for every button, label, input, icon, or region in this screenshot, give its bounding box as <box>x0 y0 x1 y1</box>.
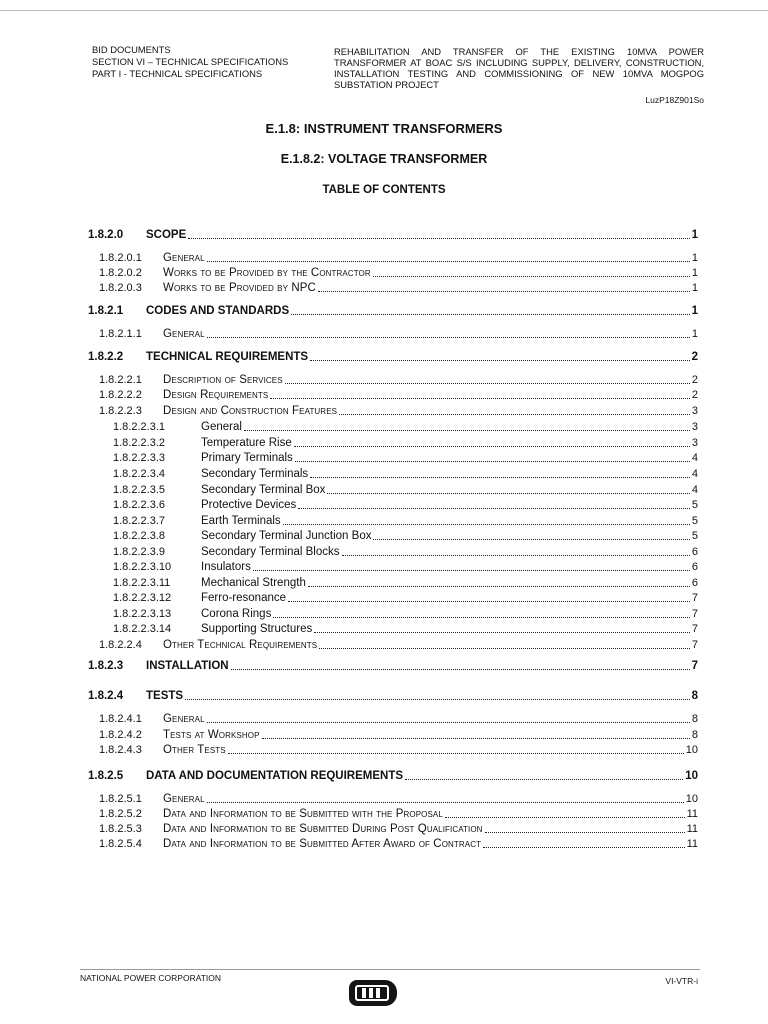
toc-entry-page: 11 <box>686 823 698 835</box>
toc-entry-number: 1.8.2.5 <box>88 770 124 782</box>
dot-leader <box>262 738 690 739</box>
toc-entry-label: TESTS <box>146 690 184 702</box>
toc-entry-label: Description of Services <box>163 374 283 386</box>
footer-page-id: VI-VTR-i <box>665 976 698 986</box>
dot-leader <box>339 414 690 415</box>
dot-leader <box>295 461 690 462</box>
dot-leader <box>319 648 690 649</box>
toc-entry-page: 2 <box>691 389 698 401</box>
toc-entry <box>88 402 698 418</box>
toc-entry-page: 4 <box>691 484 698 496</box>
toc-entry <box>88 558 698 574</box>
toc-entry <box>88 741 698 757</box>
toc-entry-number: 1.8.2.4.2 <box>99 729 142 741</box>
toc-entry-page: 11 <box>686 808 698 820</box>
toc-entry-number: 1.8.2.5.4 <box>99 838 142 850</box>
toc-entry-label: CODES AND STANDARDS <box>146 305 290 317</box>
toc-entry-page: 6 <box>691 546 698 558</box>
toc-entry-number: 1.8.2.4.1 <box>99 713 142 725</box>
dot-leader <box>188 238 689 239</box>
toc-entry-label: INSTALLATION <box>146 660 229 672</box>
dot-leader <box>405 779 683 780</box>
toc-entry-label: Mechanical Strength <box>201 577 306 589</box>
footer-divider <box>80 969 700 970</box>
toc-entry-page: 3 <box>691 421 698 433</box>
toc-entry-label: Other Tests <box>163 744 226 756</box>
dot-leader <box>327 493 689 494</box>
toc-entry-page: 2 <box>691 374 698 386</box>
toc-entry <box>88 249 698 265</box>
dot-leader <box>270 398 690 399</box>
toc-entry-number: 1.8.2.2.3.9 <box>113 546 165 558</box>
toc-heading: TABLE OF CONTENTS <box>322 184 446 196</box>
toc-entry-page: 6 <box>691 577 698 589</box>
toc-entry <box>88 820 698 836</box>
toc-entry-number: 1.8.2.0.2 <box>99 267 142 279</box>
dot-leader <box>314 632 690 633</box>
toc-entry-label: DATA AND DOCUMENTATION REQUIREMENTS <box>146 770 404 782</box>
toc-entry <box>88 386 698 402</box>
toc-entry-page: 7 <box>691 623 698 635</box>
toc-entry <box>88 790 698 806</box>
toc-entry-page: 1 <box>691 305 698 317</box>
toc-entry-page: 10 <box>685 744 698 756</box>
toc-entry-number: 1.8.2.2.3.11 <box>113 577 171 589</box>
dot-leader <box>308 586 690 587</box>
toc-entry-label: Data and Information to be Submitted After Award of Contract <box>163 838 482 850</box>
toc-entry-number: 1.8.2.5.1 <box>99 793 142 805</box>
toc-entry <box>88 279 698 295</box>
toc-entry-page: 4 <box>691 452 698 464</box>
toc-entry-number: 1.8.2.3 <box>88 660 124 672</box>
dot-leader <box>244 430 690 431</box>
toc-entry <box>88 449 698 465</box>
toc-entry-number: 1.8.2.0.3 <box>99 282 142 294</box>
toc-entry-page: 3 <box>691 437 698 449</box>
toc-section-entry <box>88 348 698 364</box>
toc-entry <box>88 264 698 280</box>
toc-entry-page: 10 <box>685 770 698 782</box>
toc-entry-label: TECHNICAL REQUIREMENTS <box>146 351 309 363</box>
toc-entry-label: Protective Devices <box>201 499 297 511</box>
toc-entry-label: Works to be Provided by the Contractor <box>163 267 371 279</box>
dot-leader <box>298 508 690 509</box>
toc-entry-page: 7 <box>691 639 698 651</box>
toc-entry-page: 10 <box>685 793 698 805</box>
header-reference: LuzP18Z901So <box>645 95 704 105</box>
toc-entry <box>88 371 698 387</box>
dot-leader <box>291 314 689 315</box>
toc-entry-number: 1.8.2.2.3.1 <box>113 421 165 433</box>
toc-entry-label: Earth Terminals <box>201 515 281 527</box>
npc-logo-icon <box>349 980 397 1006</box>
toc-entry-label: General <box>163 713 205 725</box>
toc-entry-page: 1 <box>691 252 698 264</box>
toc-entry-label: Other Technical Requirements <box>163 639 318 651</box>
toc-entry-page: 8 <box>691 729 698 741</box>
toc-entry-number: 1.8.2.2.3 <box>99 405 142 417</box>
dot-leader <box>231 669 690 670</box>
section-title: E.1.8: INSTRUMENT TRANSFORMERS <box>265 121 503 136</box>
toc-entry-label: Supporting Structures <box>201 623 313 635</box>
toc-entry <box>88 527 698 543</box>
toc-entry-label: General <box>163 793 205 805</box>
toc-entry-number: 1.8.2.2.3.8 <box>113 530 165 542</box>
dot-leader <box>318 291 690 292</box>
toc-entry <box>88 465 698 481</box>
toc-entry-page: 5 <box>691 499 698 511</box>
toc-entry-label: Temperature Rise <box>201 437 292 449</box>
toc-entry-number: 1.8.2.5.3 <box>99 823 142 835</box>
toc-entry <box>88 805 698 821</box>
toc-entry-label: Design Requirements <box>163 389 269 401</box>
dot-leader <box>373 276 690 277</box>
toc-entry-number: 1.8.2.2.3.3 <box>113 452 165 464</box>
toc-entry-page: 7 <box>691 608 698 620</box>
toc-entry-number: 1.8.2.0 <box>88 229 124 241</box>
toc-entry-number: 1.8.2.2.2 <box>99 389 142 401</box>
toc-section-entry <box>88 302 698 318</box>
toc-entry-label: Secondary Terminal Box <box>201 484 326 496</box>
toc-entry-page: 1 <box>691 267 698 279</box>
toc-entry <box>88 543 698 559</box>
toc-entry-page: 3 <box>691 405 698 417</box>
dot-leader <box>342 555 690 556</box>
dot-leader <box>207 261 690 262</box>
dot-leader <box>445 817 685 818</box>
toc-entry-number: 1.8.2.2.3.4 <box>113 468 165 480</box>
toc-section-entry <box>88 226 698 242</box>
footer-organization: NATIONAL POWER CORPORATION <box>80 973 222 983</box>
toc-entry <box>88 710 698 726</box>
dot-leader <box>310 477 690 478</box>
dot-leader <box>273 617 690 618</box>
toc-entry-page: 11 <box>686 838 698 850</box>
toc-entry <box>88 434 698 450</box>
toc-entry-label: Works to be Provided by NPC <box>163 282 316 294</box>
toc-entry-number: 1.8.2.2.3.13 <box>113 608 172 620</box>
dot-leader <box>285 383 690 384</box>
toc-entry-number: 1.8.2.1.1 <box>99 328 142 340</box>
toc-entry-number: 1.8.2.2.4 <box>99 639 142 651</box>
toc-entry <box>88 418 698 434</box>
toc-entry-number: 1.8.2.2.3.2 <box>113 437 165 449</box>
toc-entry-page: 6 <box>691 561 698 573</box>
dot-leader <box>373 539 689 540</box>
toc-entry <box>88 605 698 621</box>
toc-entry-number: 1.8.2.5.2 <box>99 808 142 820</box>
dot-leader <box>207 337 690 338</box>
toc-entry-label: Data and Information to be Submitted with the Proposal <box>163 808 443 820</box>
toc-entry <box>88 481 698 497</box>
toc-entry-page: 1 <box>691 328 698 340</box>
toc-entry-label: SCOPE <box>146 229 187 241</box>
dot-leader <box>207 722 690 723</box>
toc-entry-label: Data and Information to be Submitted During Post Qualification <box>163 823 483 835</box>
toc-entry-number: 1.8.2.1 <box>88 305 124 317</box>
toc-entry <box>88 636 698 652</box>
dot-leader <box>185 699 690 700</box>
toc-entry-number: 1.8.2.2 <box>88 351 124 363</box>
toc-entry-page: 7 <box>691 592 698 604</box>
header-left-line: BID DOCUMENTS <box>92 44 171 55</box>
toc-entry <box>88 325 698 341</box>
toc-entry-number: 1.8.2.2.3.10 <box>113 561 172 573</box>
toc-entry <box>88 589 698 605</box>
toc-entry <box>88 726 698 742</box>
dot-leader <box>207 802 684 803</box>
toc-entry-label: Secondary Terminal Junction Box <box>201 530 372 542</box>
toc-entry-page: 1 <box>691 229 698 241</box>
toc-section-entry <box>88 687 698 703</box>
toc-entry-page: 2 <box>691 351 698 363</box>
dot-leader <box>288 601 690 602</box>
toc-section-entry <box>88 767 698 783</box>
dot-leader <box>294 446 690 447</box>
toc-entry-label: Design and Construction Features <box>163 405 338 417</box>
toc-entry-number: 1.8.2.4.3 <box>99 744 142 756</box>
toc-entry-number: 1.8.2.2.3.6 <box>113 499 165 511</box>
dot-leader <box>483 847 685 848</box>
toc-entry-number: 1.8.2.2.3.12 <box>113 592 172 604</box>
toc-entry-label: Tests at Workshop <box>163 729 260 741</box>
dot-leader <box>310 360 690 361</box>
header-project-title: REHABILITATION AND TRANSFER OF THE EXISTING 10MVA POWER TRANSFORMER AT BOAC S/S INCLUDING SUPPLY, DELIVERY, CONSTRUCTION, INSTALLATION TESTING AND COMMISSIONING OF NEW 10MVA MOGPOG SUBSTATION PROJECT <box>334 46 704 90</box>
toc-entry-number: 1.8.2.4 <box>88 690 124 702</box>
toc-entry-label: Secondary Terminals <box>201 468 309 480</box>
dot-leader <box>253 570 690 571</box>
toc-entry-page: 1 <box>691 282 698 294</box>
toc-entry-number: 1.8.2.2.3.14 <box>113 623 172 635</box>
dot-leader <box>485 832 685 833</box>
toc-entry <box>88 496 698 512</box>
toc-section-entry <box>88 657 698 673</box>
header-left-line: SECTION VI – TECHNICAL SPECIFICATIONS <box>92 56 289 67</box>
toc-entry-label: Primary Terminals <box>201 452 293 464</box>
dot-leader <box>228 753 684 754</box>
toc-entry-page: 5 <box>691 530 698 542</box>
dot-leader <box>283 524 690 525</box>
toc-entry-label: General <box>163 328 205 340</box>
toc-entry-page: 8 <box>691 690 698 702</box>
toc-entry-label: Ferro-resonance <box>201 592 287 604</box>
header-left-line: PART I - TECHNICAL SPECIFICATIONS <box>92 68 263 79</box>
toc-entry <box>88 835 698 851</box>
toc-entry-label: General <box>163 252 205 264</box>
toc-entry <box>88 512 698 528</box>
toc-entry-label: Corona Rings <box>201 608 272 620</box>
toc-entry-page: 4 <box>691 468 698 480</box>
toc-entry-number: 1.8.2.2.3.5 <box>113 484 165 496</box>
toc-entry-number: 1.8.2.0.1 <box>99 252 142 264</box>
toc-entry-number: 1.8.2.2.3.7 <box>113 515 165 527</box>
toc-entry-page: 7 <box>691 660 698 672</box>
toc-entry-page: 8 <box>691 713 698 725</box>
subsection-title: E.1.8.2: VOLTAGE TRANSFORMER <box>280 152 488 166</box>
toc-entry-label: Insulators <box>201 561 251 573</box>
toc-entry <box>88 620 698 636</box>
toc-entry-number: 1.8.2.2.1 <box>99 374 142 386</box>
toc-entry-label: Secondary Terminal Blocks <box>201 546 340 558</box>
toc-entry-label: General <box>201 421 242 433</box>
toc-entry <box>88 574 698 590</box>
toc-entry-page: 5 <box>691 515 698 527</box>
